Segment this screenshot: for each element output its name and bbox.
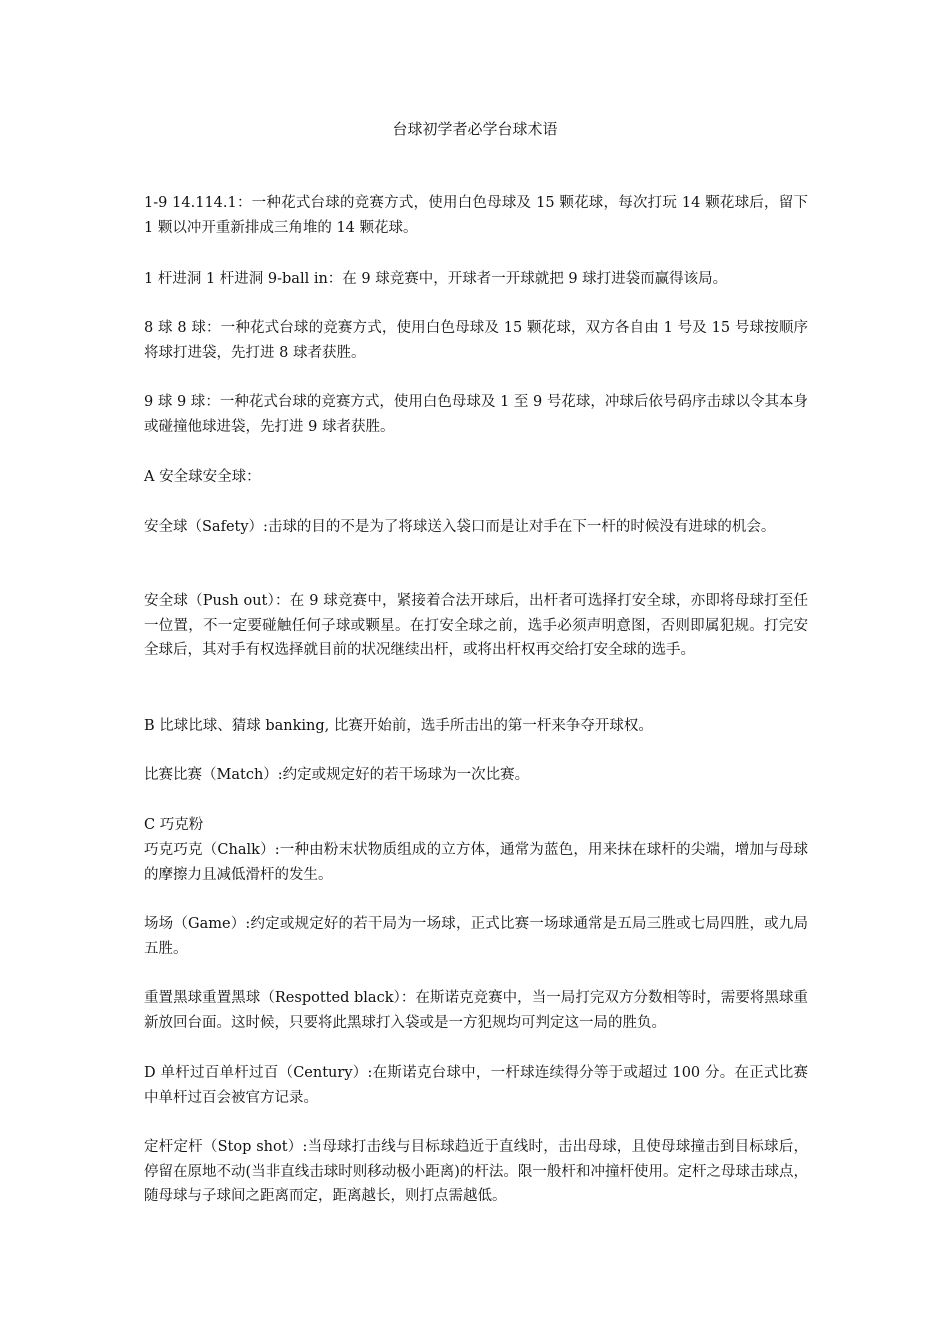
paragraph-8-ball: 8 球 8 球：一种花式台球的竞赛方式，使用白色母球及 15 颗花球，双方各自由 1 号及 15 号球按顺序将球打进袋，先打进 8 球者获胜。 <box>144 320 808 361</box>
section-heading-c: C 巧克粉 <box>144 817 204 833</box>
paragraph-game: 场场（Game）:约定或规定好的若干局为一场球，正式比赛一场球通常是五局三胜或七局四胜，或九局五胜。 <box>144 916 808 957</box>
paragraph-one-shot-in: 1 杆进洞 1 杆进洞 9-ball in：在 9 球竞赛中，开球者一开球就把 9 球打进袋而赢得该局。 <box>144 271 728 287</box>
paragraph-stop-shot: 定杆定杆（Stop shot）:当母球打击线与目标球趋近于直线时，击出母球，且使母球撞击到目标球后，停留在原地不动(当非直线击球时则移动极小距离)的杆法。限一般杆和冲撞杆使用。定杆之母球击球点，随母球与子球间之距离而定，距离越长，则打点需越低。 <box>144 1139 808 1204</box>
paragraph-1-9: 1-9 14.114.1：一种花式台球的竞赛方式，使用白色母球及 15 颗花球，每次打玩 14 颗花球后，留下 1 颗以冲开重新排成三角堆的 14 颗花球。 <box>144 195 808 236</box>
paragraph-push-out: 安全球（Push out）：在 9 球竞赛中，紧接着合法开球后，出杆者可选择打安全球，亦即将母球打至任一位置，不一定要碰触任何子球或颗星。在打安全球之前，选手必须声明意图，否则即属犯规。打完安全球后，其对手有权选择就目前的状况继续出杆，或将出杆权再交给打安全球的选手。 <box>144 593 808 658</box>
paragraph-match: 比赛比赛（Match）:约定或规定好的若干场球为一次比赛。 <box>144 767 530 783</box>
paragraph-9-ball: 9 球 9 球：一种花式台球的竞赛方式，使用白色母球及 1 至 9 号花球，冲球后依号码序击球以令其本身或碰撞他球进袋，先打进 9 球者获胜。 <box>144 394 808 435</box>
paragraph-century: D 单杆过百单杆过百（Century）:在斯诺克台球中，一杆球连续得分等于或超过 100 分。在正式比赛中单杆过百会被官方记录。 <box>144 1065 808 1106</box>
paragraph-safety: 安全球（Safety）:击球的目的不是为了将球送入袋口而是让对手在下一杆的时候没有进球的机会。 <box>144 519 776 535</box>
page-title: 台球初学者必学台球术语 <box>392 120 558 138</box>
section-heading-a: A 安全球安全球： <box>144 469 261 485</box>
paragraph-respotted-black: 重置黑球重置黑球（Respotted black）：在斯诺克竞赛中，当一局打完双方分数相等时，需要将黑球重新放回台面。这时候，只要将此黑球打入袋或是一方犯规均可判定这一局的胜负。 <box>144 990 808 1031</box>
paragraph-banking: B 比球比球、猜球 banking, 比赛开始前，选手所击出的第一杆来争夺开球权。 <box>144 718 653 734</box>
paragraph-chalk: 巧克巧克（Chalk）:一种由粉末状物质组成的立方体，通常为蓝色，用来抹在球杆的尖端，增加与母球的摩擦力且减低滑杆的发生。 <box>144 842 808 883</box>
